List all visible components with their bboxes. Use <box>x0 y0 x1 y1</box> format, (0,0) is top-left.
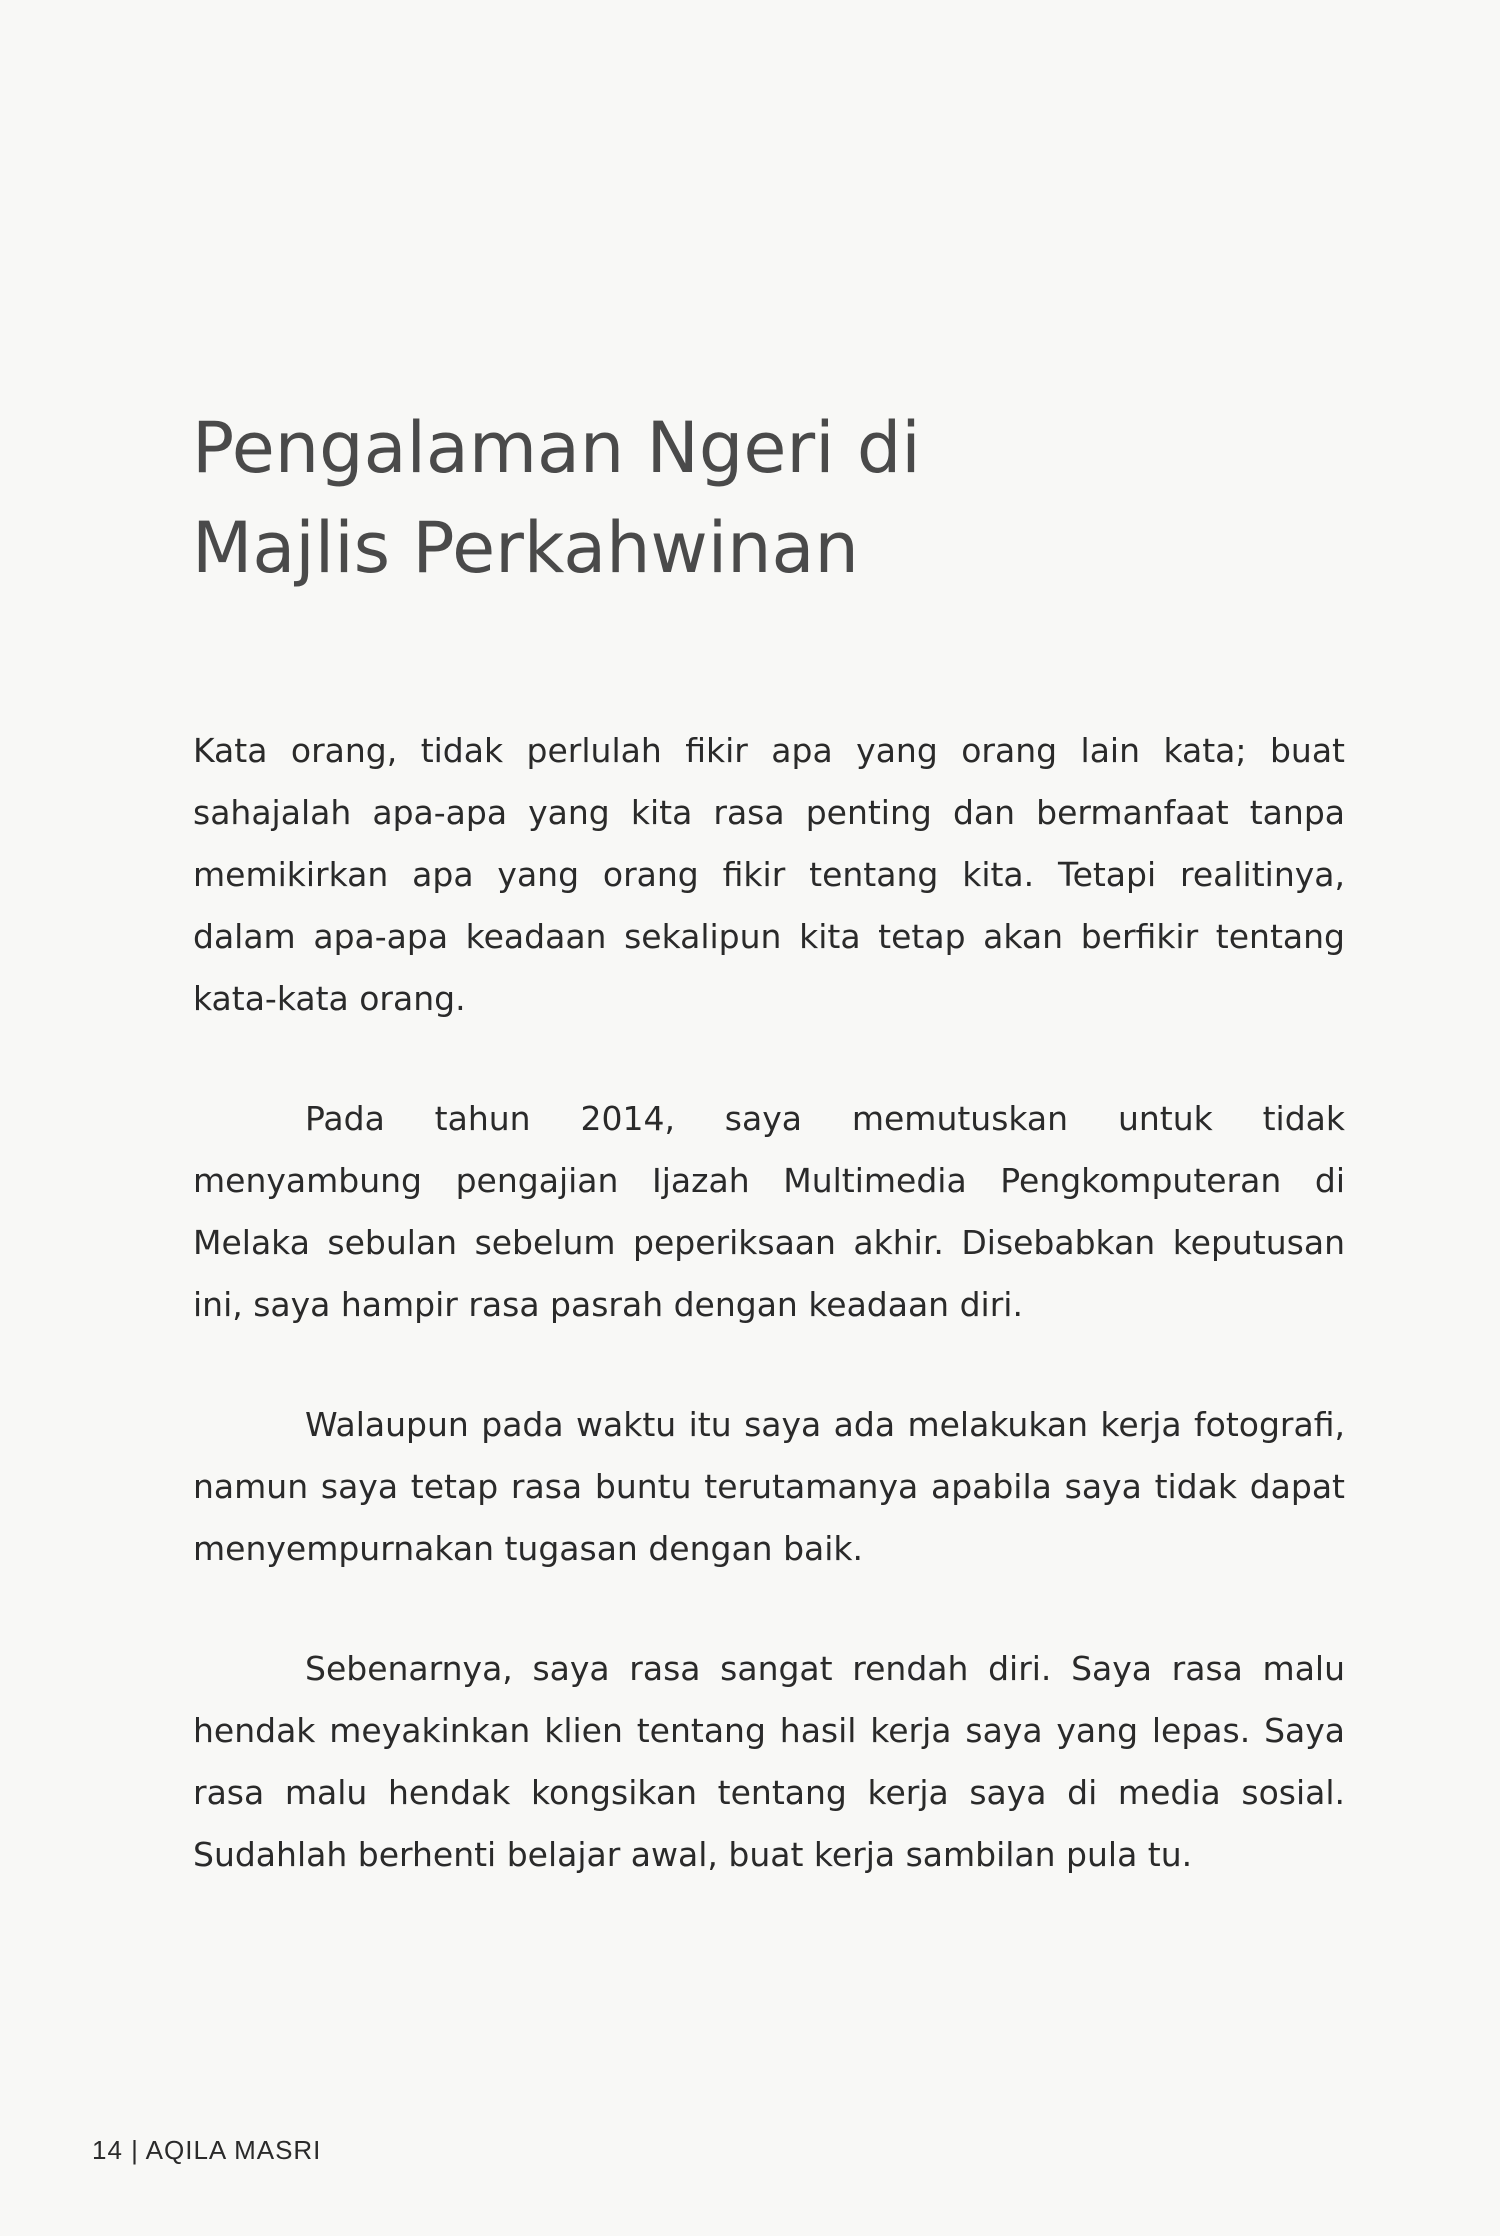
paragraph-1: Kata orang, tidak perlulah fikir apa yang orang lain kata; buat sahajalah apa-apa yang kita rasa penting dan bermanfaat tanpa memikirkan apa yang orang fikir tentang kita. Tetapi realitinya, dalam apa-apa keadaan sekalipun kita tetap akan berfikir tentang kata-kata orang. <box>193 731 1345 1018</box>
paragraph-3: Walaupun pada waktu itu saya ada melakukan kerja fotografi, namun saya tetap rasa buntu terutamanya apabila saya tidak dapat menyempurnakan tugasan dengan baik. <box>193 1405 1345 1568</box>
page-footer: 14 | AQILA MASRI <box>92 2135 322 2165</box>
paragraph-4: Sebenarnya, saya rasa sangat rendah diri. Saya rasa malu hendak meyakinkan klien tentang hasil kerja saya yang lepas. Saya rasa malu hendak kongsikan tentang kerja saya di media sosial. Sudahlah berhenti belajar awal, buat kerja sambilan pula tu. <box>193 1649 1345 1874</box>
body-text <box>193 720 1345 1944</box>
page-title-line-1: Pengalaman Ngeri di <box>192 407 921 489</box>
page-title-line-2: Majlis Perkahwinan <box>192 507 859 589</box>
paragraph-2: Pada tahun 2014, saya memutuskan untuk tidak menyambung pengajian Ijazah Multimedia Pengkomputeran di Melaka sebulan sebelum peperiksaan akhir. Disebabkan keputusan ini, saya hampir rasa pasrah dengan keadaan diri. <box>193 1099 1345 1324</box>
page-title <box>192 398 1292 598</box>
